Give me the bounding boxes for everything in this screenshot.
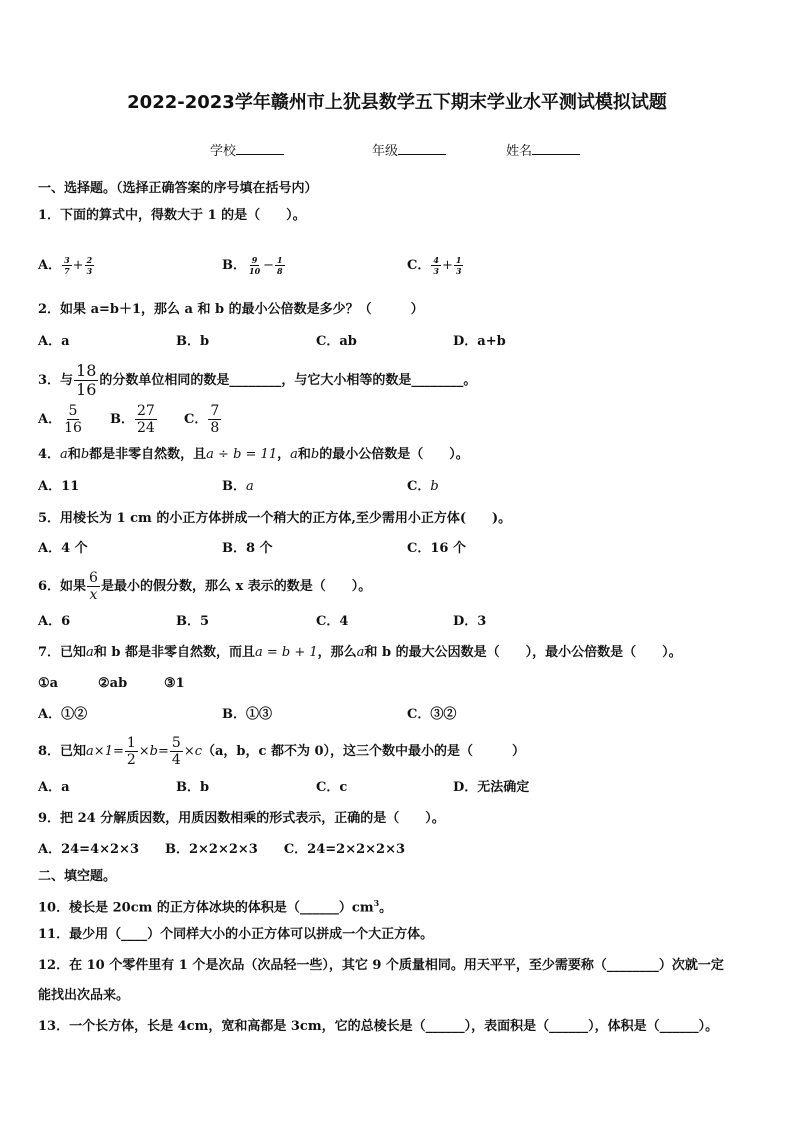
q9-stem: 9．把 24 分解质因数，用质因数相乘的形式表示，正确的是（ ）。	[38, 811, 445, 826]
q8-option-d[interactable]: D．无法确定	[453, 780, 530, 795]
page-title: 2022-2023学年赣州市上犹县数学五下期末学业水平测试模拟试题	[127, 92, 667, 113]
q1-option-a[interactable]: A． $\frac{3}{7}$ + $\frac{2}{3}$	[38, 255, 93, 276]
name-label: 姓名	[506, 144, 533, 159]
q4-option-a[interactable]: A．11	[38, 479, 80, 494]
q3-option-b[interactable]: B． $\frac{27}{24}$	[110, 403, 155, 436]
school-label: 学校	[210, 144, 237, 159]
q2-option-b[interactable]: B．b	[176, 334, 210, 349]
q2-option-a[interactable]: A．a	[38, 334, 70, 349]
q7-stem: 7．已知a和 b 都是非零自然数，而且a = b + 1，那么a和 b 的最大公因数是（ ），最小公倍数是（ ）。	[38, 645, 682, 660]
section1-heading: 一、选择题。（选择正确答案的序号填在括号内）	[38, 181, 318, 196]
q2-option-c[interactable]: C．ab	[316, 334, 357, 349]
q7-option-c[interactable]: C．③②	[407, 707, 457, 722]
q7-choice-3: ③1	[164, 676, 185, 691]
q6-option-a[interactable]: A．6	[38, 614, 71, 629]
q4-option-b[interactable]: B．a	[222, 479, 254, 494]
q7-option-b[interactable]: B．①③	[222, 707, 272, 722]
q3-option-c[interactable]: C． $\frac{7}{8}$	[184, 403, 220, 436]
q6-option-d[interactable]: D．3	[453, 614, 487, 629]
q10-stem: 10．棱长是 20cm 的正方体冰块的体积是$(\_\_\_\_\_\_)cm^3$。	[38, 898, 393, 916]
q6-option-b[interactable]: B．5	[176, 614, 210, 629]
q5-option-b[interactable]: B．8 个	[222, 541, 273, 556]
q5-option-a[interactable]: A．4 个	[38, 541, 88, 556]
school-field[interactable]	[210, 142, 284, 160]
q6-stem: 6．如果 $\frac{6}{x}$ 是最小的假分数，那么 x 表示的数是（ ）。	[38, 570, 372, 603]
q1-stem: 1．下面的算式中，得数大于 1 的是（ ）。	[38, 208, 306, 223]
q3-option-a[interactable]: A． $\frac{5}{16}$	[38, 403, 82, 436]
q3-stem: 3．与 $\frac{18}{16}$ 的分数单位相同的数是________，与它大小相等的数是________。	[38, 361, 477, 399]
name-blank[interactable]	[532, 142, 580, 155]
q7-choice-2: ②ab	[98, 676, 128, 691]
grade-label: 年级	[372, 144, 399, 159]
q2-option-d[interactable]: D．a+b	[453, 334, 506, 349]
q4-option-c[interactable]: C．b	[407, 479, 439, 494]
q6-option-c[interactable]: C．4	[316, 614, 349, 629]
name-field[interactable]	[506, 142, 580, 160]
q5-option-c[interactable]: C．16 个	[407, 541, 466, 556]
q13-stem: 13．一个长方体，长是 4cm，宽和高都是 3cm，它的总棱长是（______），表面积是（______），体积是（______）。	[38, 1019, 719, 1034]
school-blank[interactable]	[236, 142, 284, 155]
q7-choice-1: ①a	[38, 676, 59, 691]
q12-line2: 能找出次品来。	[38, 988, 130, 1003]
q8-option-c[interactable]: C．c	[316, 780, 348, 795]
q2-stem: 2．如果 a=b＋1，那么 a 和 b 的最小公倍数是多少？（ ）	[38, 302, 424, 317]
grade-field[interactable]	[372, 142, 446, 160]
q8-option-a[interactable]: A．a	[38, 780, 70, 795]
q9-options[interactable]: A．24=4×2×3 B．2×2×2×3 C．24=2×2×2×3	[38, 842, 406, 857]
q12-line1: 12．在 10 个零件里有 1 个是次品（次品轻一些），其它 9 个质量相同。用天平平，至少需要称（________）次就一定	[38, 958, 724, 973]
grade-blank[interactable]	[398, 142, 446, 155]
q5-stem: 5．用棱长为 1 cm 的小正方体拼成一个稍大的正方体,至少需用小正方体( )。	[38, 511, 512, 526]
q8-option-b[interactable]: B．b	[176, 780, 210, 795]
q7-option-a[interactable]: A．①②	[38, 707, 88, 722]
q8-stem: 8．已知a×1= $\frac{1}{2}$ ×b= $\frac{5}{4}$ ×c（a，b，c 都不为 0），这三个数中最小的是（ ）	[38, 735, 526, 768]
section2-heading: 二、填空题。	[38, 869, 117, 884]
q1-option-c[interactable]: C． $\frac{4}{3}$ + $\frac{1}{3}$	[407, 255, 462, 276]
q11-stem: 11．最少用（____）个同样大小的小正方体可以拼成一个大正方体。	[38, 927, 434, 942]
q1-option-b[interactable]: B． $\frac{9}{10}$ − $\frac{1}{8}$	[222, 255, 283, 276]
q4-stem: 4．a和b都是非零自然数，且a ÷ b = 11，a和b的最小公倍数是（ ）。	[38, 447, 469, 462]
